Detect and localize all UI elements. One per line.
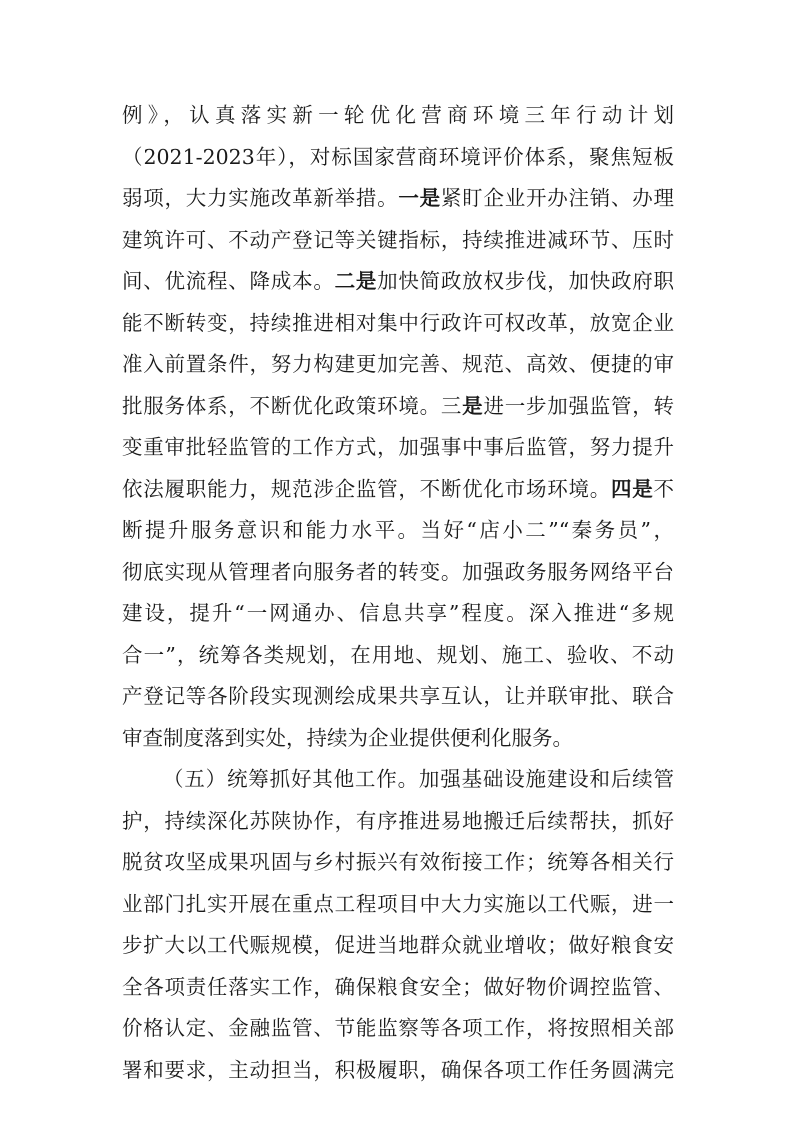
text-run: 全各项责任落实工作，确保粮食安全；做好物价调控监管、 — [122, 974, 674, 999]
text-run: 依法履职能力，规范涉企监管，不断优化市场环境。 — [122, 476, 611, 501]
text-line — [122, 759, 674, 801]
text-line — [122, 552, 674, 594]
text-run: 紧盯企业开办注销、办理 — [440, 186, 675, 210]
text-run: 断提升服务意识和能力水平。当好“店小二”“秦务员”， — [122, 518, 674, 542]
text-run: 加快简政放权步伐，加快政府职 — [377, 269, 675, 293]
bold-keyword: 二是 — [334, 269, 378, 293]
text-line — [122, 303, 674, 345]
text-run: 署和要求，主动担当，积极履职，确保各项工作任务圆满完 — [122, 1057, 674, 1082]
text-run: 进一步加强监管，转 — [483, 393, 675, 418]
text-run: 彻底实现从管理者向服务者的转变。加强政务服务网络平台 — [122, 559, 674, 584]
text-line — [122, 95, 674, 137]
text-run: 价格认定、金融监管、节能监察等各项工作，将按照相关部 — [122, 1016, 674, 1040]
text-line — [122, 1008, 674, 1050]
text-run: 脱贫攻坚成果巩固与乡村振兴有效衔接工作；统筹各相关行 — [122, 850, 674, 874]
bold-keyword: 四是 — [610, 476, 654, 501]
text-run: 合一”，统筹各类规划，在用地、规划、施工、验收、不动 — [122, 642, 674, 667]
text-run: （五）统筹抓好其他工作。加强基础设施建设和后续管 — [163, 767, 674, 791]
text-line — [122, 925, 674, 967]
text-run: 步扩大以工代赈规模，促进当地群众就业增收；做好粮食安 — [122, 933, 674, 957]
text-run: 间、优流程、降成本。 — [122, 269, 335, 293]
text-line — [122, 884, 674, 926]
text-line — [122, 1050, 674, 1092]
paragraph — [122, 759, 674, 1091]
bold-keyword: 是 — [462, 393, 484, 418]
text-line — [122, 967, 674, 1009]
text-line — [122, 386, 674, 428]
text-run: 不 — [653, 476, 675, 501]
text-line — [122, 801, 674, 843]
text-run: 审查制度落到实处，持续为企业提供便利化服务。 — [122, 725, 573, 750]
text-run: 建设，提升“一网通办、信息共享”程度。深入推进“多规 — [122, 601, 674, 625]
text-line — [122, 178, 674, 220]
text-run: 准入前置条件，努力构建更加完善、规范、高效、便捷的审 — [122, 352, 674, 376]
text-run: 建筑许可、不动产登记等关键指标，持续推进减环节、压时 — [122, 227, 674, 252]
text-line — [122, 510, 674, 552]
text-line — [122, 469, 674, 511]
text-run: 护，持续深化苏陕协作，有序推进易地搬迁后续帮扶，抓好 — [122, 808, 674, 833]
text-run: 能不断转变，持续推进相对集中行政许可权改革，放宽企业 — [122, 310, 674, 335]
text-line — [122, 635, 674, 677]
text-line — [122, 137, 674, 179]
text-run: 例》，认真落实新一轮优化营商环境三年行动计划 — [122, 103, 674, 127]
text-line — [122, 718, 674, 760]
bold-keyword: 一是 — [398, 186, 441, 210]
text-run: 产登记等各阶段实现测绘成果共享互认，让并联审批、联合 — [122, 684, 674, 708]
text-run: 变重审批轻监管的工作方式，加强事中事后监管，努力提升 — [122, 435, 674, 459]
text-run: 业部门扎实开展在重点工程项目中大力实施以工代赈，进一 — [122, 891, 674, 916]
text-line — [122, 220, 674, 262]
text-run: （2021-2023年），对标国家营商环境评价体系，聚焦短板 — [122, 144, 674, 169]
text-run: 弱项，大力实施改革新举措。 — [122, 186, 399, 210]
text-line — [122, 344, 674, 386]
text-line — [122, 593, 674, 635]
text-line — [122, 676, 674, 718]
text-run: 批服务体系，不断优化政策环境。三 — [122, 393, 463, 418]
document-body — [122, 95, 674, 1091]
paragraph — [122, 95, 674, 759]
text-line — [122, 427, 674, 469]
text-line — [122, 261, 674, 303]
text-line — [122, 842, 674, 884]
